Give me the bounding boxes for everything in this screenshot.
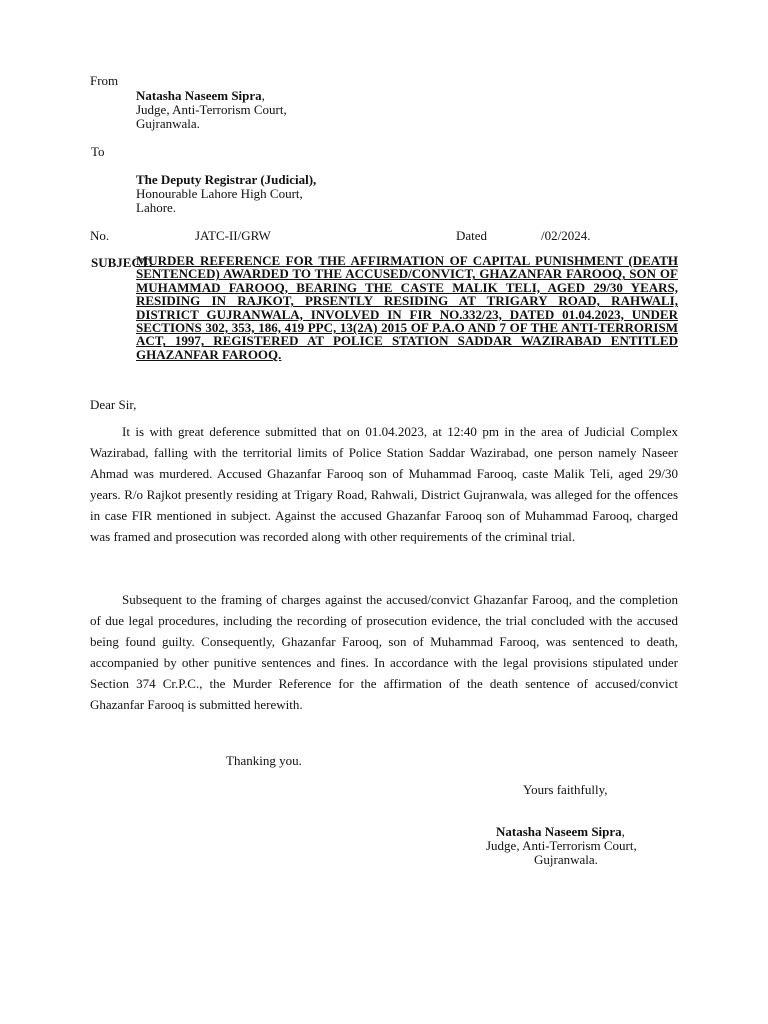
recipient-name: The Deputy Registrar (Judicial), [136,172,317,187]
signature-city: Gujranwala. [534,852,598,867]
salutation: Dear Sir, [90,397,137,412]
signature-name: Natasha Naseem Sipra [496,824,622,839]
sender-city: Gujranwala. [136,116,200,131]
body-paragraph-2: Subsequent to the framing of charges against the accused/convict Ghazanfar Farooq, and the completion of due legal procedures, including the recording of prosecution evidence, the trial concluded with the accused being found guilty. Consequently, Ghazanfar Farooq, son of Muhammad Farooq, was sentenced to death, accompanied by other punitive sentences and fines. In accordance with the legal provisions stipulated under Section 374 Cr.P.C., the Murder Reference for the affirmation of the death sentence of accused/convict Ghazanfar Farooq is submitted herewith. [90,592,678,712]
sender-title: Judge, Anti-Terrorism Court, [136,102,287,117]
from-label: From [90,73,119,88]
subject-label: SUBJECT: [91,255,153,270]
recipient-court: Honourable Lahore High Court, [136,186,303,201]
dated-label: Dated [456,228,488,243]
signature-name-suffix: , [621,824,625,839]
reference-no-label: No. [90,228,110,243]
to-label: To [91,144,105,159]
recipient-city: Lahore. [136,200,177,215]
sender-name-suffix: , [261,88,265,103]
closing-line: Yours faithfully, [523,782,608,797]
thanks-line: Thanking you. [226,753,302,768]
dated-value: /02/2024. [541,228,591,243]
sender-name: Natasha Naseem Sipra [136,88,262,103]
signature-title: Judge, Anti-Terrorism Court, [486,838,637,853]
reference-no-value: JATC-II/GRW [195,228,271,243]
body-paragraph-1: It is with great deference submitted that on 01.04.2023, at 12:40 pm in the area of Judicial Complex Wazirabad, falling with the territorial limits of Police Station Saddar Wazirabad, one person namely Naseer Ahmad was murdered. Accused Ghazanfar Farooq son of Muhammad Farooq, caste Malik Teli, aged 29/30 years. R/o Rajkot presently residing at Trigary Road, Rahwali, District Gujranwala, was alleged for the offences in case FIR mentioned in subject. Against the accused Ghazanfar Farooq son of Muhammad Farooq, charged was framed and prosecution was recorded along with other requirements of the criminal trial. [90,424,678,544]
subject-text: MURDER REFERENCE FOR THE AFFIRMATION OF CAPITAL PUNISHMENT (DEATH SENTENCED) AWARDED TO THE ACCUSED/CONVICT, GHAZANFAR FAROOQ, SON OF MUHAMMAD FAROOQ, BEARING THE CASTE MALIK TELI, AGED 29/30 YEARS, RESIDING IN RAJKOT, PRSENTLY RESIDING AT TRIGARY ROAD, RAHWALI, DISTRICT GUJRANWALA, INVOLVED IN FIR NO.332/23, DATED 01.04.2023, UNDER SECTIONS 302, 353, 186, 419 PPC, 13(2A) 2015 OF P.A.O AND 7 OF THE ANTI-TERRORISM ACT, 1997, REGISTERED AT POLICE STATION SADDAR WAZIRABAD ENTITLED GHAZANFAR FAROOQ. [136,253,678,362]
